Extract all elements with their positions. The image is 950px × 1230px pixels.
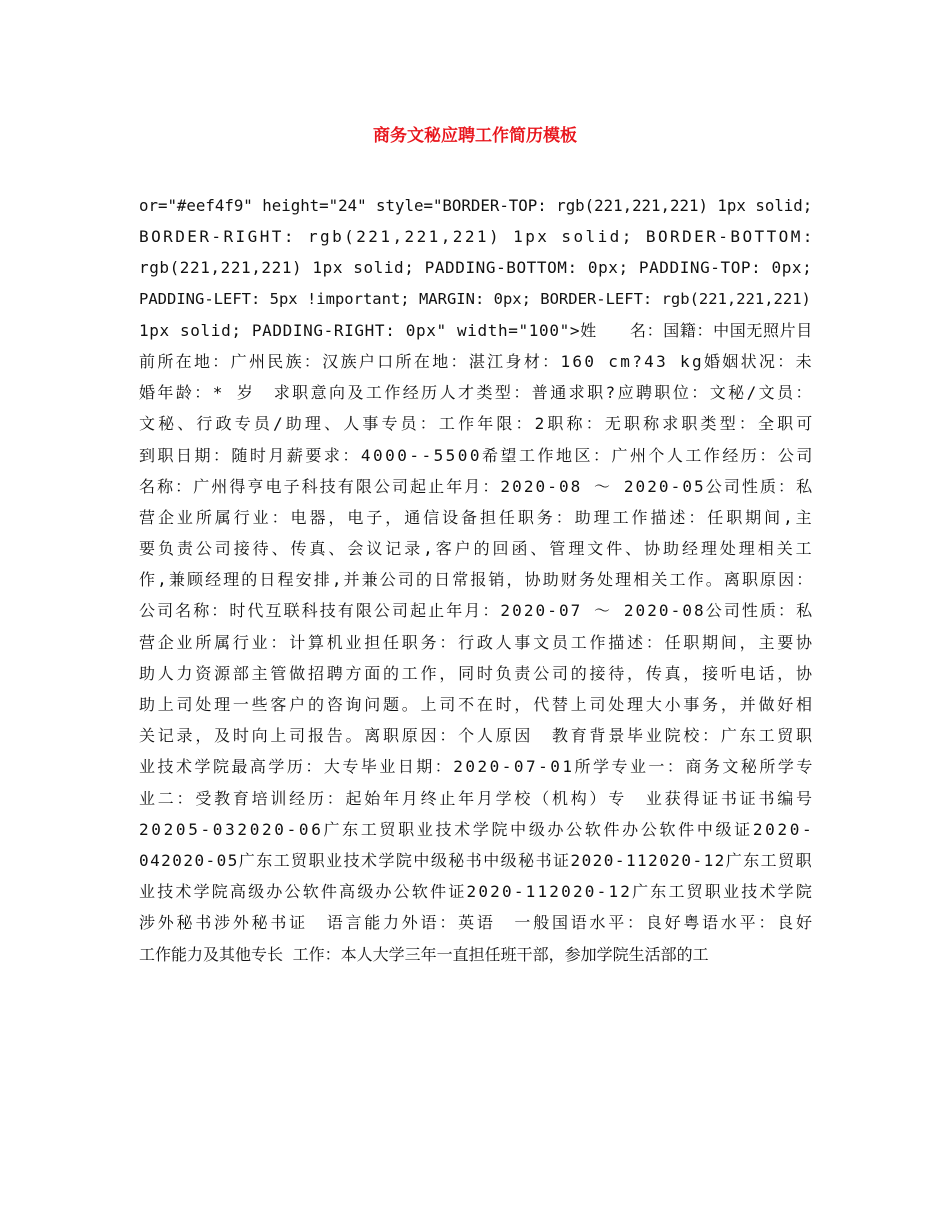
- text-line: 营企业所属行业：电器，电子，通信设备担任职务：助理工作描述：任职期间,主: [139, 507, 815, 527]
- text-line: 前所在地：广州民族：汉族户口所在地：湛江身材：160 cm?43 kg婚姻状况：未: [139, 351, 814, 371]
- text-line: 婚年龄：* 岁 求职意向及工作经历人才类型：普通求职?应聘职位：文秘/文员：: [139, 383, 814, 403]
- text-line: 助人力资源部主管做招聘方面的工作，同时负责公司的接待，传真，接听电话，协: [139, 663, 815, 683]
- text-line: 042020-05广东工贸职业技术学院中级秘书中级秘书证2020-112020-12广东工贸职: [139, 850, 814, 870]
- text-line: 公司名称：时代互联科技有限公司起止年月：2020-07 ～ 2020-08公司性质：私: [139, 601, 815, 621]
- text-line: 到职日期：随时月薪要求：4000--5500希望工作地区：广州个人工作经历：公司: [139, 445, 815, 465]
- text-line: 1px solid; PADDING-RIGHT: 0px" width="100">姓 名：国籍：中国无照片目: [139, 320, 813, 340]
- text-line: PADDING-LEFT: 5px !important; MARGIN: 0px; BORDER-LEFT: rgb(221,221,221): [139, 289, 811, 308]
- text-line: rgb(221,221,221) 1px solid; PADDING-BOTTOM: 0px; PADDING-TOP: 0px;: [139, 258, 813, 278]
- document-title: 商务文秘应聘工作简历模板: [373, 126, 577, 146]
- text-line: 名称：广州得亨电子科技有限公司起止年月：2020-08 ～ 2020-05公司性质：私: [139, 476, 815, 496]
- text-line: 业技术学院最高学历：大专毕业日期：2020-07-01所学专业一：商务文秘所学专: [139, 757, 815, 777]
- text-line: 作,兼顾经理的日程安排,并兼公司的日常报销，协助财务处理相关工作。离职原因：: [139, 570, 815, 590]
- text-line: 业二：受教育培训经历：起始年月终止年月学校（机构）专 业获得证书证书编号: [139, 788, 815, 808]
- text-line: 20205-032020-06广东工贸职业技术学院中级办公软件办公软件中级证2020-: [139, 819, 815, 839]
- text-line: 文秘、行政专员/助理、人事专员：工作年限：2职称：无职称求职类型：全职可: [139, 414, 816, 434]
- text-line: 涉外秘书涉外秘书证 语言能力外语：英语 一般国语水平：良好粤语水平：良好: [139, 913, 815, 933]
- text-line: or="#eef4f9" height="24" style="BORDER-TOP: rgb(221,221,221) 1px solid;: [139, 196, 813, 215]
- text-line: 营企业所属行业：计算机业担任职务：行政人事文员工作描述：任职期间，主要协: [139, 632, 815, 652]
- text-line: 关记录，及时向上司报告。离职原因：个人原因 教育背景毕业院校：广东工贸职: [139, 726, 815, 746]
- text-line: 业技术学院高级办公软件高级办公软件证2020-112020-12广东工贸职业技术学院: [139, 882, 815, 902]
- document-body: [139, 190, 816, 970]
- text-line: 要负责公司接待、传真、会议记录,客户的回函、管理文件、协助经理处理相关工: [139, 539, 815, 559]
- text-line: BORDER-RIGHT: rgb(221,221,221) 1px solid; BORDER-BOTTOM:: [139, 227, 815, 247]
- text-line: 助上司处理一些客户的咨询问题。上司不在时，代替上司处理大小事务，并做好相: [139, 695, 815, 714]
- text-line: 工作能力及其他专长 工作：本人大学三年一直担任班干部，参加学院生活部的工: [139, 944, 709, 964]
